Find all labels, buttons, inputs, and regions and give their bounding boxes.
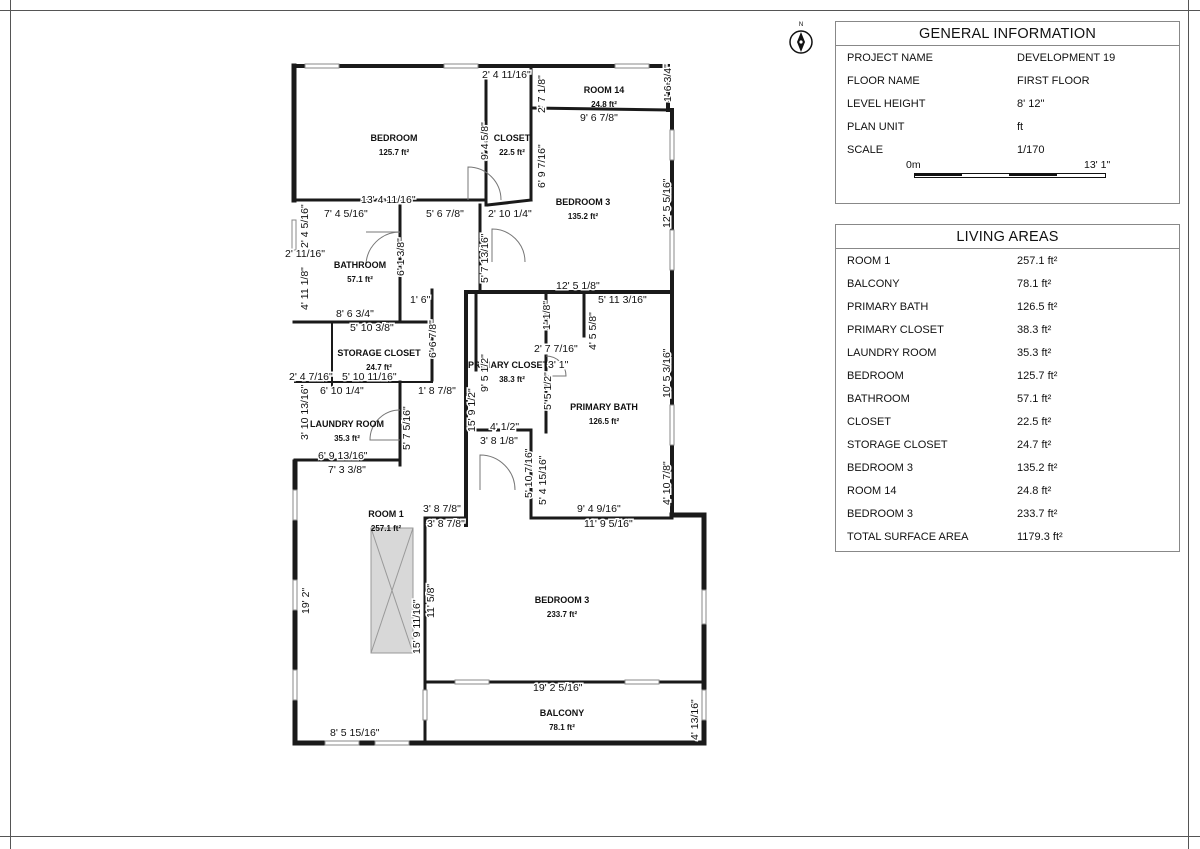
dimension-label: 6' 1 3/8" [395,238,407,276]
dimension-label: 2' 7 7/16" [534,343,578,355]
area-value: 57.1 ft² [1017,393,1052,405]
dimension-label: 15' 9 1/2" [466,388,478,432]
info-row [836,115,1179,138]
dimension-label: 12' 5 5/16" [661,178,673,228]
dimension-label: 9' 6 7/8" [580,112,618,124]
dimension-label: 3' 8 1/8" [480,435,518,447]
dimension-label: 2' 4 11/16" [482,69,531,81]
dimension-label: 15' 9 11/16" [411,599,423,654]
living-areas-panel [835,224,1180,552]
area-value: 135.2 ft² [1017,462,1058,474]
room-area: 126.5 ft² [588,417,620,426]
room-name: STORAGE CLOSET [337,348,421,358]
dimension-label: 9' 4 5/8" [479,122,491,160]
compass-label: N [798,22,804,28]
area-key: BALCONY [847,278,900,290]
room-area: 24.8 ft² [591,100,617,109]
room-name: ROOM 1 [368,509,404,519]
dimension-label: 9' 4 9/16" [577,503,621,515]
dimension-label: 3' 10 13/16" [299,384,311,440]
dimension-label: 13' 4 11/16" [361,194,416,206]
area-value: 1179.3 ft² [1017,531,1063,543]
dimension-label: 5' 7 13/16" [479,233,491,283]
area-row [836,433,1179,456]
dimension-label: 9' 5 1/2" [479,354,491,392]
area-key: BEDROOM 3 [847,462,914,474]
dimension-label: 3' 1" [548,359,569,371]
dimension-label: 5' 7 5/16" [401,406,413,450]
info-value: DEVELOPMENT 19 [1017,52,1116,64]
dimension-label: 19' 2" [300,587,312,614]
dimension-label: 2' 10 1/4" [488,208,532,220]
area-key: ROOM 14 [847,485,897,497]
dimension-label: 2' 11/16" [285,248,325,260]
room-area: 135.2 ft² [567,212,599,221]
area-value: 125.7 ft² [1017,370,1058,382]
dimension-label: 19' 2 5/16" [533,682,583,694]
area-row [836,479,1179,502]
info-row [836,138,1179,161]
info-row [836,69,1179,92]
area-value: 38.3 ft² [1017,324,1052,336]
area-key: CLOSET [847,416,892,428]
room-area: 57.1 ft² [347,275,373,284]
dimension-label: 5' 5 1/2" [542,372,554,410]
dimension-label: 5' 10 11/16" [342,371,397,383]
info-row [836,46,1179,69]
area-row [836,249,1179,272]
room-area: 35.3 ft² [334,434,360,443]
room-name: PRIMARY CLOSET [467,360,549,370]
windows [292,64,706,745]
area-value: 233.7 ft² [1017,508,1058,520]
area-value: 257.1 ft² [1017,255,1058,267]
north-arrow-icon [790,22,812,53]
area-value: 24.7 ft² [1017,439,1052,451]
area-row [836,456,1179,479]
general-information-title: GENERAL INFORMATION [836,22,1179,46]
dimension-label: 4' 13/16" [689,699,701,740]
area-value: 126.5 ft² [1017,301,1058,313]
dimension-label: 6' 6 7/8" [427,320,439,358]
area-value: 24.8 ft² [1017,485,1052,497]
dimension-label: 4' 11 1/8" [299,267,311,310]
staircase [371,528,413,653]
dimension-label: 5' 6 7/8" [426,208,464,220]
dimension-label: 1' 6" [410,294,431,306]
room-area: 233.7 ft² [546,610,578,619]
dimension-label: 2' 4 5/16" [299,204,311,248]
room-name: CLOSET [493,133,531,143]
scale-bar [914,173,1106,178]
dimension-label: 11' 9 5/16" [584,518,633,530]
info-value: 8' 12" [1017,98,1045,110]
area-row [836,364,1179,387]
dimension-label: 8' 5 15/16" [330,727,380,739]
dimension-label: 11' 5/8" [425,583,437,618]
dimension-label: 5' 11 3/16" [598,294,647,306]
info-value: 1/170 [1017,144,1045,156]
room-name: BEDROOM [370,133,418,143]
info-key: FLOOR NAME [847,75,920,87]
room-name: BATHROOM [333,260,387,270]
area-key: PRIMARY CLOSET [847,324,944,336]
dimension-label: 1' 1/8" [541,300,553,330]
info-value: FIRST FLOOR [1017,75,1090,87]
area-row [836,295,1179,318]
dimension-label: 2' 4 7/16" [289,371,333,383]
room-area: 38.3 ft² [499,375,525,384]
area-row [836,341,1179,364]
info-key: LEVEL HEIGHT [847,98,926,110]
dimension-label: 6' 9 7/16" [536,144,548,188]
area-row [836,410,1179,433]
area-key: BATHROOM [847,393,910,405]
dimension-label: 4' 5 5/8" [587,312,599,350]
area-key: BEDROOM 3 [847,508,914,520]
area-total-row [836,525,1179,548]
area-key: ROOM 1 [847,255,891,267]
dimension-label: 6' 9 13/16" [318,450,368,462]
room-name: BALCONY [539,708,585,718]
dimension-label: 1' 8 7/8" [418,385,456,397]
room-area: 22.5 ft² [499,148,525,157]
room-area: 24.7 ft² [366,363,392,372]
area-value: 22.5 ft² [1017,416,1052,428]
dimension-label: 5' 10 7/16" [523,448,535,498]
dimension-label: 2' 7 1/8" [536,75,548,113]
info-key: SCALE [847,144,884,156]
room-area: 125.7 ft² [378,148,410,157]
area-key: PRIMARY BATH [847,301,929,313]
scale-bar-row [836,161,1179,187]
room-area: 257.1 ft² [370,524,402,533]
room-name: LAUNDRY ROOM [310,419,384,429]
dimension-label: 10' 5 3/16" [661,348,673,398]
info-key: PROJECT NAME [847,52,933,64]
area-value: 78.1 ft² [1017,278,1052,290]
living-areas-title: LIVING AREAS [836,225,1179,249]
dimension-label: 7' 4 5/16" [324,208,368,220]
area-key: TOTAL SURFACE AREA [847,531,969,543]
dimension-label: 3' 8 7/8" [423,503,461,515]
dimension-label: 3' 8 7/8" [427,518,465,530]
scale-end-label: 13' 1" [1084,159,1111,171]
area-row [836,272,1179,295]
area-key: BEDROOM [847,370,904,382]
walls [294,66,704,743]
area-row [836,502,1179,525]
dimension-label: 12' 5 1/8" [556,280,600,292]
dimension-label: 8' 6 3/4" [336,308,374,320]
general-information-panel [835,21,1180,204]
scale-start-label: 0m [906,159,921,171]
room-name: BEDROOM 3 [534,595,590,605]
room-name: BEDROOM 3 [555,197,611,207]
dimension-label: 1' 6 3/4" [662,64,674,102]
area-key: LAUNDRY ROOM [847,347,937,359]
dimension-label: 6' 10 1/4" [320,385,364,397]
dimension-label: 7' 3 3/8" [328,464,366,476]
area-value: 35.3 ft² [1017,347,1052,359]
room-name: ROOM 14 [583,85,625,95]
info-value: ft [1017,121,1024,133]
dimension-label: 4' 10 7/8" [661,461,673,505]
room-name: PRIMARY BATH [570,402,638,412]
dimension-label: 5' 10 3/8" [350,322,394,334]
dimension-label: 4' 1/2" [490,421,520,433]
dimension-label: 5' 4 15/16" [537,455,549,505]
room-area: 78.1 ft² [549,723,575,732]
area-key: STORAGE CLOSET [847,439,948,451]
area-row [836,387,1179,410]
area-row [836,318,1179,341]
info-key: PLAN UNIT [847,121,905,133]
dimension-labels [285,64,701,740]
info-row [836,92,1179,115]
